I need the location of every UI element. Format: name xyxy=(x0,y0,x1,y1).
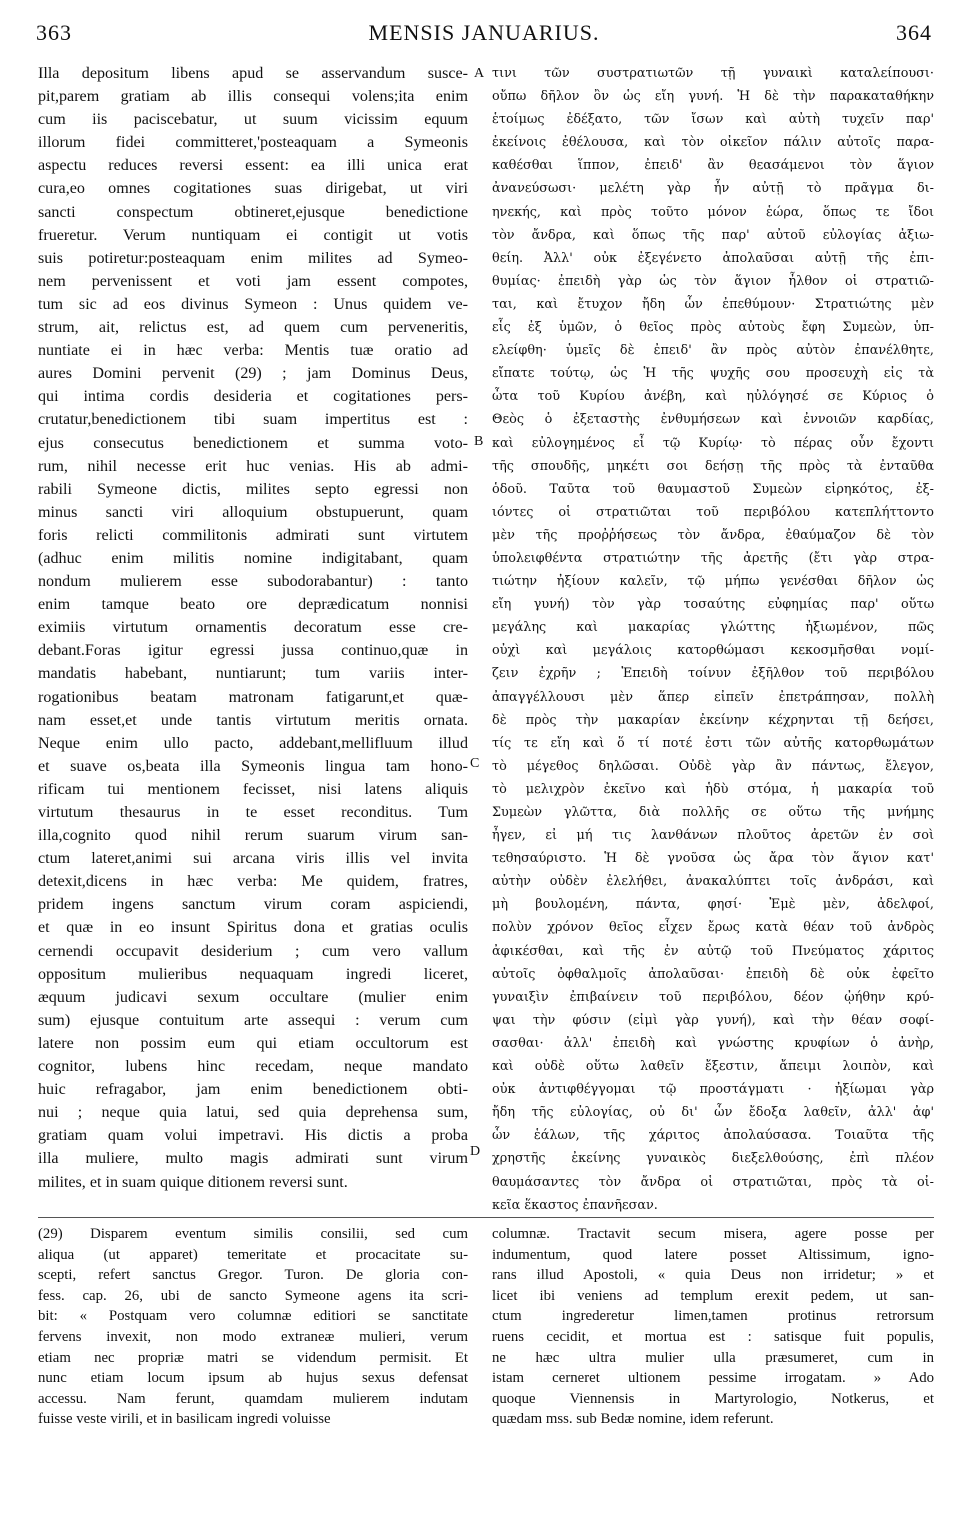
latin-text-line: nui ; neque quia latui, sed quia deprehensa sum, xyxy=(38,1104,468,1122)
greek-text-line: μὲν τῆς προῤῥήσεως τὸν ἄνδρα, ἐθαύμαζον δὲ τὸν xyxy=(492,527,934,543)
greek-text-line: τὸ μέγεθος δηλῶσαι. Οὐδὲ γὰρ ἂν πάντως, ἔλεγον, xyxy=(492,758,934,774)
latin-text-line: rificam tui mentionem fecisset, nisi latens aliquis xyxy=(38,780,468,798)
greek-text-line: οὔπω δῆλον ὂν ὡς εἴη γυνή. Ἡ δὲ τὴν παρακαταθήκην xyxy=(492,89,934,105)
latin-text-line: minus sancti viri alloquium obstupuerunt, quam xyxy=(38,503,468,521)
margin-marker-b: B xyxy=(474,434,484,449)
latin-text-line: tum sic ad eos divinus Symeon : Unus quidem ve- xyxy=(38,295,468,313)
latin-text-line: latere non possim eum qui etiam occultorum est xyxy=(38,1034,468,1052)
latin-text-line: foris relicti commilitonis admirati sunt virtutem xyxy=(38,526,468,544)
greek-text-line: κεῖα ἕκαστος ἐπανῆεσαν. xyxy=(492,1197,658,1213)
margin-marker-d: D xyxy=(470,1144,481,1159)
latin-text-line: cum iis paciscebatur, ut suum vicissim equum xyxy=(38,111,468,129)
latin-text-line: sum) ejusque contuitum arte assequi : verum cum xyxy=(38,1011,468,1029)
greek-text-line: εἷς ἐξ ὑμῶν, ὁ θεῖος πρὸς αὐτοὺς ἔφη Συμεὼν, ὑπ- xyxy=(492,320,934,336)
left-page-number: 363 xyxy=(36,20,72,45)
latin-text-line: pit,parem gratiam ab illis consequi volens;ita enim xyxy=(38,88,468,106)
footnote-line: ctum ingrederetur limen,tamen protinus retrorsum xyxy=(492,1308,934,1325)
running-title: MENSIS JANUARIUS. xyxy=(368,20,600,45)
greek-text-line: ἐκείνοις ἐθέλουσα, καὶ τὸν οἰκεῖον πάλιν αὐτοῖς παρα- xyxy=(492,135,934,151)
greek-text-line: ὁδοῦ. Ταῦτα τοῦ θαυμαστοῦ Συμεὼν εἰρηκότος, ἐξ- xyxy=(492,481,934,497)
greek-text-line: ψαι τὴν φύσιν (εἰμὶ γὰρ γυνή), καὶ τὴν θέαν σοφί- xyxy=(492,1012,934,1028)
margin-marker-a: A xyxy=(474,66,485,81)
latin-text-line: qui intima cordis desideria et cogitationes pers- xyxy=(38,388,468,406)
footnote-line: ne hæc ultra mulier ulla præsumeret, cum in xyxy=(492,1349,934,1366)
latin-text-line: rogationibus beatam matronam fatigarunt,et quæ- xyxy=(38,688,468,706)
footnote-line: ruens cecidit, et mortua est : satisque fuit populis, xyxy=(492,1328,934,1345)
greek-text-line: ἀπαγγέλλουσι μὲν ἅπερ εἰπεῖν ἐπετράπησαν, πολλὴ xyxy=(492,689,934,705)
greek-text-line: ἀνανεύσωσι· μελέτη γὰρ ἦν αὐτῇ τὸ πρᾶγμα δι- xyxy=(492,181,934,197)
footnote-line: rans illud Apostoli, « quia Deus non irridetur; » et xyxy=(492,1267,934,1284)
latin-text-line: milites, et in suam quique ditionem reversi sunt. xyxy=(38,1173,348,1191)
greek-text-line: χρηστῆς ἐκείνης γυναικὸς διεξελθούσης, ἐπὶ πλέον xyxy=(492,1151,934,1167)
greek-text-line: τίς τε εἴη καὶ ὅ τί ποτέ ἐστι τῶν αὐτῆς κατορθωμάτων xyxy=(492,735,934,751)
latin-text-line: frueretur. Verum nuntiquam ei contigit ut votis xyxy=(38,226,468,244)
greek-text-line: σασθαι· ἀλλ' ἐπειδὴ καὶ γνώστης κρυφίων ὁ ἀνὴρ, xyxy=(492,1035,934,1051)
latin-text-column xyxy=(38,62,468,1194)
latin-text-line: suis potiretur:posteaquam enim milites ad Symeo- xyxy=(38,249,468,267)
latin-text-line: Neque enim ullo pacto, addebant,mellifluum illud xyxy=(38,734,468,752)
footnote-line: quædam mss. sub Bedæ nomine, idem referunt. xyxy=(492,1411,774,1428)
greek-text-line: ηνεκής, καὶ πρὸς τοῦτο μόνον ἑώρα, ὅπως τε ἴδοι xyxy=(492,204,934,220)
latin-text-line: cognitor, lubens hinc recedam, neque mandato xyxy=(38,1058,468,1076)
latin-text-line: cernendi occupavit desiderium ; cum vero vallum xyxy=(38,942,468,960)
latin-text-line: huic refragabor, jam enim benedictionem obti- xyxy=(38,1081,468,1099)
latin-text-line: nam esset,et unde tantis virtutum meritis ornata. xyxy=(38,711,468,729)
footnote-line: istam cerneret ultionem pessime irrogatam. » Ado xyxy=(492,1370,934,1387)
greek-text-line: τὸν ἄνδρα, καὶ ὅπως τῆς παρ' αὐτοῦ εὐλογίας ἀξιω- xyxy=(492,227,934,243)
footnote-line: indumentum, quod latere posset Altissimum, igno- xyxy=(492,1246,934,1263)
right-page-number: 364 xyxy=(896,20,932,45)
latin-text-line: crutatur,benedictionem tibi suam impertitus est : xyxy=(38,411,468,429)
latin-text-line: æquum judicavi sexum occultare (mulier enim xyxy=(38,988,468,1006)
greek-text-line: ἀφικέσθαι, καὶ τῆς ἐν αὐτῷ τοῦ Πνεύματος χάριτος xyxy=(492,943,934,959)
greek-text-line: ιόντες οἱ στρατιῶται τοῦ περιβόλου κατεπλήττοντο xyxy=(492,504,934,520)
latin-text-line: ejus consecutus benedictionem et summa voto- xyxy=(38,434,468,452)
greek-text-line: θυμίας· ἐπειδὴ γὰρ ὡς τὸν ἅγιον ἦλθον οἱ στρατιῶ- xyxy=(492,273,934,289)
greek-text-line: καὶ εὐλογημένος εἶ τῷ Κυρίῳ· τὸ πέρας οὖν ἔχοντι xyxy=(492,435,934,451)
page-header xyxy=(36,20,932,50)
latin-text-line: nuntiate ei in hæc verba: Mentis tuæ oratio ad xyxy=(38,342,468,360)
greek-text-line: τιώτην ἠξίουν καλεῖν, τῷ μήπω γενέσθαι δῆλον ὡς xyxy=(492,574,934,590)
latin-text-line: sancti conspectum obtineret,ejusque benedictione xyxy=(38,203,468,221)
latin-text-line: illa,cognito quod nihil rerum suarum virum san- xyxy=(38,827,468,845)
latin-text-line: strum, ait, relictus est, ad quem cum perveneritis, xyxy=(38,319,468,337)
footnote-line: fuisse veste virili, et in basilicam ingredi voluisse xyxy=(38,1411,331,1428)
footnote-line: licet ibi veniens ad templum erexit pedem, ut san- xyxy=(492,1287,934,1304)
latin-text-line: illa muliere, multo magis admirati sunt virum xyxy=(38,1150,468,1168)
greek-text-line: ἤδη τῆς εὐλογίας, οὐ δι' ὧν ἔδοξα λαθεῖν, ἀλλ' ἀφ' xyxy=(492,1105,934,1121)
greek-text-line: γυναιξὶν ἐπιβαίνειν τοῦ περιβόλου, δέον ᾠήθην κρύ- xyxy=(492,989,934,1005)
greek-text-line: εἴπατε τούτῳ, ὡς Ἡ τῆς ψυχῆς σου προσευχὴ εἰς τὰ xyxy=(492,366,934,382)
latin-text-line: rabili Symeone dictis, milites septo egressi non xyxy=(38,480,468,498)
greek-text-line: ὑπολειφθέντα στρατιώτην τῆς ἀρετῆς (ἔτι γὰρ στρα- xyxy=(492,550,934,566)
greek-text-line: ται, καὶ ἔτυχον ἤδη ὧν ἐπεθύμουν· Στρατιώτης μὲν xyxy=(492,296,934,312)
latin-text-line: aspectu reduces reversi essent: ea illi unica erat xyxy=(38,157,468,175)
greek-text-line: Θεὸς ὁ ἐξεταστὴς ἐνθυμήσεων καὶ ἐννοιῶν καρδίας, xyxy=(492,412,934,428)
greek-text-line: τὸ μελιχρὸν ἐκεῖνο καὶ ἡδὺ στόμα, ἡ μακαρία τοῦ xyxy=(492,781,934,797)
latin-text-line: illorum fidei committeret,'posteaquam a Symeonis xyxy=(38,134,468,152)
greek-text-line: αὐτὴν οὐδὲν ἐλελήθει, ἀνακαλύπτει τοῖς ἀνδράσι, καὶ xyxy=(492,874,934,890)
greek-text-line: εἴη γυνή) τὸν γὰρ τοσαύτης εὐφημίας παρ' οὕτω xyxy=(492,597,934,613)
latin-text-line: debant.Foras igitur egressi jussa continuo,quæ in xyxy=(38,642,468,660)
greek-text-line: Συμεὼν γλῶττα, διὰ πολλῆς σε οὕτω τῆς μνήμης xyxy=(492,805,934,820)
greek-text-line: ζειν ἐχρῆν ; Ἐπειδὴ τοίνυν ἐξῆλθον τοῦ περιβόλου xyxy=(492,666,934,682)
latin-text-line: aures Domini pervenit (29) ; jam Dominus Deus, xyxy=(38,365,468,383)
greek-text-line: μὴ βουλομένη, πάντα, φησί· Ἐμὲ μὲν, ἀδελφοί, xyxy=(492,897,934,913)
latin-text-line: pridem ingens sanctum virum coram aspiciendi, xyxy=(38,896,468,914)
greek-text-line: μεγάλης καὶ μακαρίας γλώττης ἠξιωμένον, πῶς xyxy=(492,620,934,636)
footnote-line: accessu. Nam ferunt, quamdam mulierem indutam xyxy=(38,1390,468,1407)
footnote-right-column xyxy=(492,1224,934,1430)
greek-text-line: οὐχὶ καὶ μεγάλοις κατορθώμασι κεκοσμῆσθαι νομί- xyxy=(492,643,934,659)
footnote-line: bit: « Postquam vero columnæ editiori se sanctitate xyxy=(38,1308,468,1325)
latin-text-line: cura,eo omnes cogitationes suas dirigebat, ut viri xyxy=(38,180,468,198)
greek-text-line: τινι τῶν συστρατιωτῶν τῇ γυναικὶ καταλείπουσι· xyxy=(492,66,934,81)
greek-text-line: θείη. Ἀλλ' οὐκ ἐξεγένετο ἀπολαῦσαι αὐτῇ τῆς ἐπι- xyxy=(492,250,934,266)
latin-text-line: ctum lateret,animi sui arcana viris illis vel invita xyxy=(38,850,468,868)
greek-text-line: πολὺν χρόνον θεῖος εἶχεν ἔρως κατὰ θέαν τοῦ ἀνδρὸς xyxy=(492,920,934,936)
latin-text-line: detexit,dicens in hæc verba: Me quidem, fratres, xyxy=(38,873,468,891)
footnote-line: nunc etiam locum ipsum ab hujus sexus defensat xyxy=(38,1370,468,1387)
latin-text-line: rum, nihil necesse erit huc venias. His ab admi- xyxy=(38,457,468,475)
latin-text-line: nem pervenissent et voti jam essent compotes, xyxy=(38,272,468,290)
footnote-line: scepti, refert sanctus Gregor. Turon. De gloria con- xyxy=(38,1267,468,1284)
greek-text-line: ελείφθη· ὑμεῖς δὲ ἐπειδ' ἂν πρὸς αὐτὸν ἐπανέλθητε, xyxy=(492,343,934,359)
greek-text-line: τῆς σπουδῆς, μηκέτι σοι δεήσῃ τῆς πρὸς τὰ ἐνταῦθα xyxy=(492,458,934,474)
greek-text-line: ἦγεν, εἰ μή τις λανθάνων πλοῦτος ἀρετῶν ἐν σοὶ xyxy=(492,828,934,844)
greek-text-line: ἑτοίμως ἐδέξατο, τῶν ἴσων καὶ αὐτὴ τυχεῖν παρ' xyxy=(492,112,934,128)
latin-text-line: gratiam quam volui impetravi. His dictis a proba xyxy=(38,1127,468,1145)
footnote-left-column xyxy=(38,1224,468,1430)
footnote-line: etiam nec propriæ matri se videndum permisit. Et xyxy=(38,1349,468,1366)
greek-text-line: τεθησαύριστο. Ἡ δὲ γνοῦσα ὡς ἄρα τὸν ἅγιον κατ' xyxy=(492,851,934,867)
greek-text-column xyxy=(492,62,934,1217)
latin-text-line: et suave os,beata illa Symeonis lingua tam hono- xyxy=(38,757,468,775)
greek-text-line: καθέσθαι ἵππον, ἐπειδ' ἂν θεασάμενοι τὸν ἅγιον xyxy=(492,158,934,174)
footnote-line: columnæ. Tractavit secum misera, agere posse per xyxy=(492,1226,934,1242)
latin-text-line: (adhuc enim militis nomine indigitabant, quam xyxy=(38,549,468,567)
greek-text-line: ὧν ἑάλων, τῆς χάριτος ἀπολαύσασα. Τοιαῦτα τῆς xyxy=(492,1128,934,1144)
latin-text-line: enim tamque beato ore deprædicatum nonnisi xyxy=(38,596,468,614)
latin-text-line: nondum mulierem esse subodorabantur) : tanto xyxy=(38,573,468,591)
latin-text-line: mandatis habebant, nuntiarunt; tum variis inter- xyxy=(38,665,468,683)
greek-text-line: θαυμάσαντες τὸν ἄνδρα οἱ στρατιῶται, πρὸς τὰ οἰ- xyxy=(492,1174,934,1190)
greek-text-line: οὐκ ἀντιφθέγγομαι τῷ προστάγματι · ἠξίωμαι γὰρ xyxy=(492,1082,934,1098)
latin-text-line: virtutum thesaurus in te esset reconditus. Tum xyxy=(38,804,468,821)
footnote-line: aliqua (ut apparet) temeritate et procacitate su- xyxy=(38,1246,468,1263)
greek-text-line: καὶ οὐδὲ οὕτω λαθεῖν ἔξεστιν, ἄπειμι λοιπὸν, καὶ xyxy=(492,1059,934,1075)
greek-text-line: ὦτα τοῦ Κυρίου ἀνέβη, καὶ ηὐλόγησέ σε Κύριος ὁ xyxy=(492,389,934,405)
latin-text-line: eximiis virtutum ornamentis decoratum esse cre- xyxy=(38,619,468,637)
footnote-line: fess. cap. 26, ubi de sancto Symeone agens ita scri- xyxy=(38,1287,468,1304)
latin-text-line: Illa depositum libens apud se asservandum susce- xyxy=(38,65,468,82)
greek-text-line: δὲ πρὸς τὴν μακαρίαν ἐκείνην κέχρηνται τῇ δεήσει, xyxy=(492,712,934,728)
latin-text-line: oppositum mulieribus nequaquam ingredi liceret, xyxy=(38,965,468,983)
footnote-separator xyxy=(38,1217,934,1218)
footnote-line: quoque Viennensis in Martyrologio, Notkerus, et xyxy=(492,1390,934,1407)
greek-text-line: αὐτοῖς ὀφθαλμοῖς ἀπολαῦσαι· ἐπειδὴ δὲ οὐκ ἐφεῖτο xyxy=(492,966,934,982)
footnote-line: fervens invexit, non modo extraneæ mulieri, verum xyxy=(38,1328,468,1345)
margin-marker-c: C xyxy=(470,756,480,771)
footnote-line: (29) Disparem eventum similis consilii, sed cum xyxy=(38,1226,468,1242)
latin-text-line: et quæ in eo insunt Spiritus dona et gratias oculis xyxy=(38,919,468,937)
